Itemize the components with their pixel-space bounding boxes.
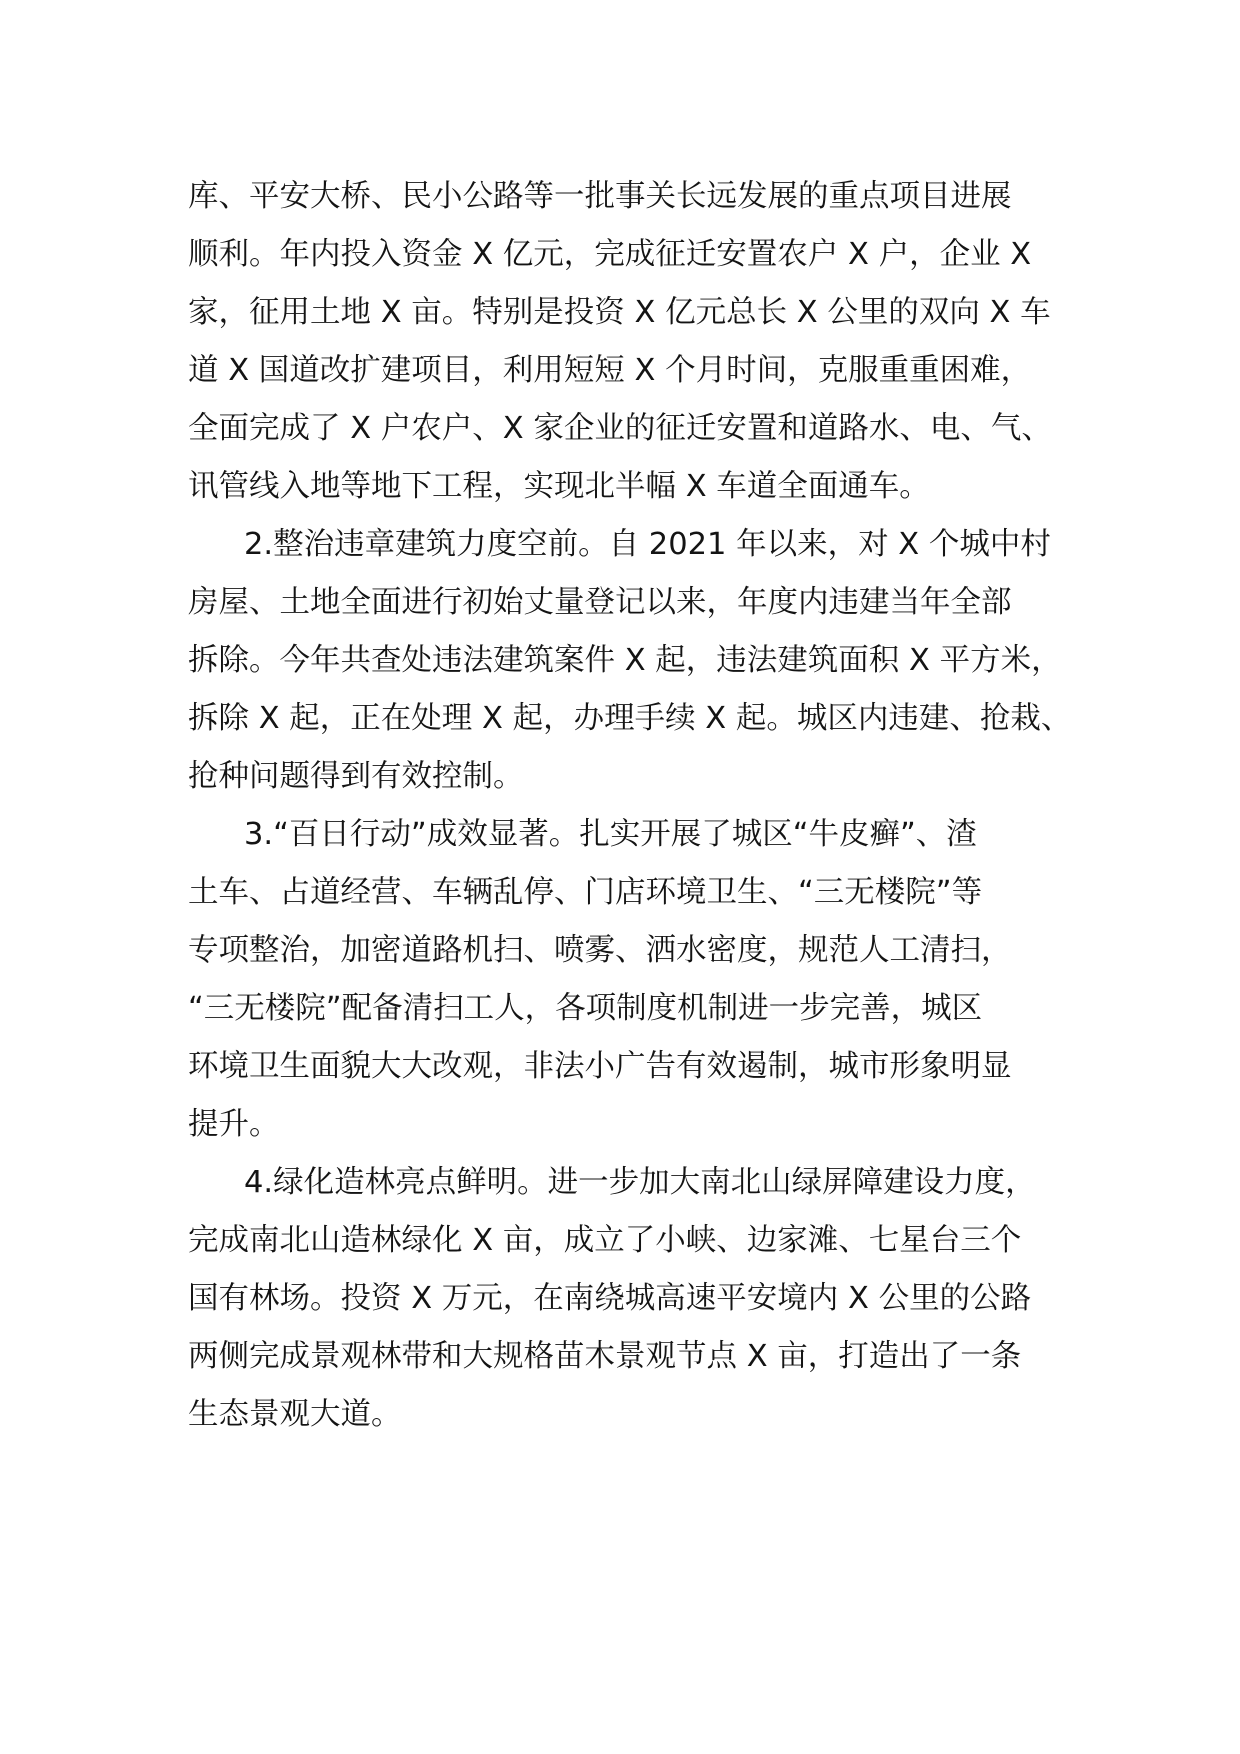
text-line: 道 X 国道改扩建项目，利用短短 X 个月时间，克服重重困难， [188,353,1032,388]
text-line: 环境卫生面貌大大改观，非法小广告有效遏制，城市形象明显 [188,1049,1012,1084]
paragraph-first-line: 4.绿化造林亮点鲜明。进一步加大南北山绿屏障建设力度， [244,1165,1036,1200]
text-line: “三无楼院”配备清扫工人，各项制度机制进一步完善，城区 [188,991,983,1026]
text-line: 家，征用土地 X 亩。特别是投资 X 亿元总长 X 公里的双向 X 车 [188,295,1051,330]
text-line: 顺利。年内投入资金 X 亿元，完成征迁安置农户 X 户，企业 X [188,237,1032,272]
text-line: 两侧完成景观林带和大规格苗木景观节点 X 亩，打造出了一条 [188,1339,1022,1374]
text-line: 生态景观大道。 [188,1397,402,1432]
text-line: 讯管线入地等地下工程，实现北半幅 X 车道全面通车。 [188,469,930,504]
text-line: 抢种问题得到有效控制。 [188,759,524,794]
paragraph-first-line: 2.整治违章建筑力度空前。自 2021 年以来，对 X 个城中村 [244,527,1051,562]
text-line: 全面完成了 X 户农户、X 家企业的征迁安置和道路水、电、气、 [188,411,1052,446]
text-line: 土车、占道经营、车辆乱停、门店环境卫生、“三无楼院”等 [188,875,983,910]
text-line: 专项整治，加密道路机扫、喷雾、洒水密度，规范人工清扫， [188,933,1012,968]
text-line: 房屋、土地全面进行初始丈量登记以来，年度内违建当年全部 [188,585,1012,620]
text-line: 拆除 X 起，正在处理 X 起，办理手续 X 起。城区内违建、抢栽、 [188,701,1072,736]
text-line: 提升。 [188,1107,280,1142]
paragraph-first-line: 3.“百日行动”成效显著。扎实开展了城区“牛皮癣”、渣 [244,817,977,852]
text-line: 国有林场。投资 X 万元，在南绕城高速平安境内 X 公里的公路 [188,1281,1032,1316]
text-line: 库、平安大桥、民小公路等一批事关长远发展的重点项目进展 [188,179,1012,214]
text-line: 拆除。今年共查处违法建筑案件 X 起，违法建筑面积 X 平方米， [188,643,1062,678]
text-line: 完成南北山造林绿化 X 亩，成立了小峡、边家滩、七星台三个 [188,1223,1022,1258]
